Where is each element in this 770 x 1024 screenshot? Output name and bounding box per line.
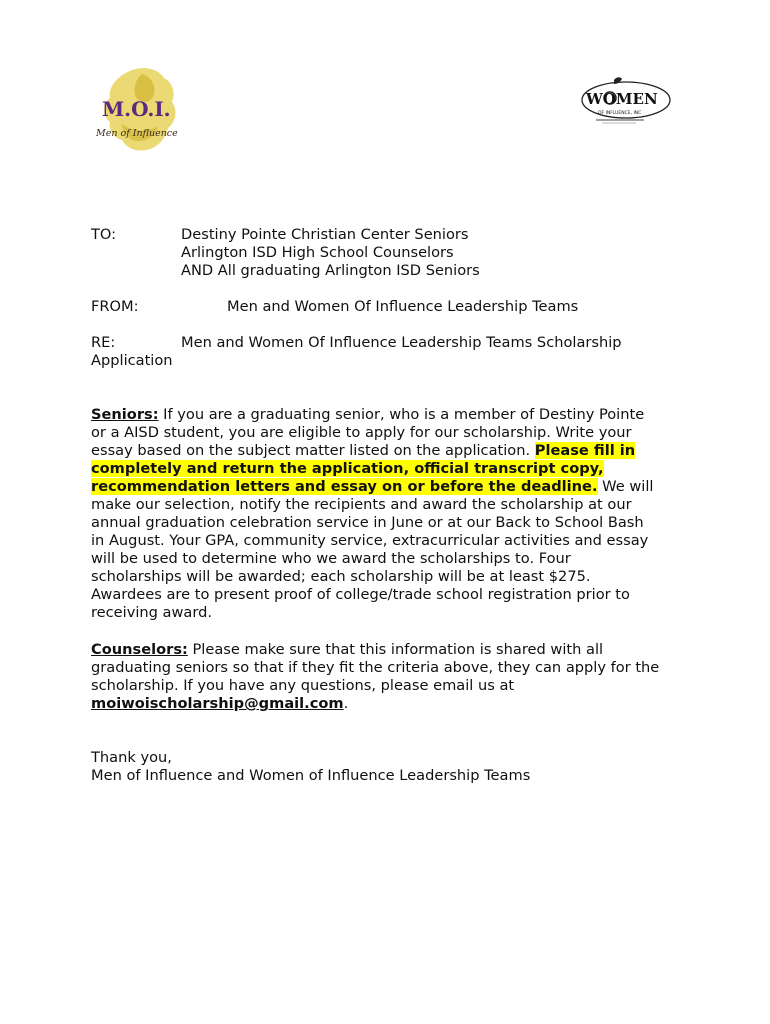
seniors-line-2: or a AISD student, you are eligible to apply for our scholarship. Write your <box>91 424 632 441</box>
from-row <box>91 298 181 316</box>
deadline-highlight-1: Please fill in <box>534 442 636 459</box>
seniors-text-5: We will <box>597 478 654 495</box>
counselors-heading: Counselors: <box>91 641 188 658</box>
women-logo-subtitle: OF INFLUENCE, INC <box>598 111 642 116</box>
seniors-line-10: scholarships will be awarded; each scholarship will be at least $275. <box>91 568 591 585</box>
women-of-influence-logo <box>580 76 674 132</box>
seniors-line-9: will be used to determine who we award the scholarships to. Four <box>91 550 571 567</box>
email-link[interactable]: moiwoischolarship@gmail.com <box>91 695 344 712</box>
seniors-paragraph <box>91 406 691 622</box>
closing <box>91 749 691 785</box>
seniors-line-3 <box>91 442 691 460</box>
seniors-line-11: Awardees are to present proof of college/trade school registration prior to <box>91 586 630 603</box>
counselors-line-4 <box>91 695 691 713</box>
to-label: TO: <box>91 226 117 243</box>
re-value-line-2: Application <box>91 352 173 369</box>
from-label: FROM: <box>91 298 139 315</box>
counselors-line-1 <box>91 641 691 659</box>
from-value: Men and Women Of Influence Leadership Teams <box>227 298 579 315</box>
moi-logo-graphic <box>92 64 188 154</box>
deadline-highlight-3: recommendation letters and essay on or before the deadline. <box>91 478 598 495</box>
email-suffix: . <box>343 695 349 712</box>
seniors-line-1 <box>91 406 691 424</box>
signature-line: Men of Influence and Women of Influence Leadership Teams <box>91 767 531 784</box>
seniors-line-5 <box>91 478 691 496</box>
to-line-3: AND All graduating Arlington ISD Seniors <box>181 262 480 279</box>
seniors-heading: Seniors: <box>91 406 159 423</box>
counselors-text-1: Please make sure that this information is shared with all <box>187 641 604 658</box>
counselors-paragraph <box>91 641 691 713</box>
seniors-line-6: make our selection, notify the recipients and award the scholarship at our <box>91 496 632 513</box>
re-label: RE: <box>91 334 116 351</box>
moi-logo-subtitle: Men of Influence <box>96 128 178 139</box>
seniors-line-12: receiving award. <box>91 604 213 621</box>
re-value-line-1: Men and Women Of Influence Leadership Teams Scholarship <box>181 334 622 351</box>
to-line-1: Destiny Pointe Christian Center Seniors <box>181 226 469 243</box>
thanks-line: Thank you, <box>91 749 172 766</box>
deadline-highlight-2: completely and return the application, official transcript copy, <box>91 460 604 477</box>
re-row <box>91 334 181 352</box>
seniors-line-8: in August. Your GPA, community service, extracurricular activities and essay <box>91 532 649 549</box>
women-logo-graphic <box>580 76 674 132</box>
to-line-2: Arlington ISD High School Counselors <box>181 244 454 261</box>
counselors-line-2: graduating seniors so that if they fit the criteria above, they can apply for the <box>91 659 660 676</box>
counselors-line-3: scholarship. If you have any questions, please email us at <box>91 677 515 694</box>
seniors-text-1: If you are a graduating senior, who is a member of Destiny Pointe <box>158 406 645 423</box>
seniors-text-3: essay based on the subject matter listed on the application. <box>91 442 535 459</box>
seniors-line-7: annual graduation celebration service in June or at our Back to School Bash <box>91 514 644 531</box>
moi-logo <box>92 64 188 154</box>
seniors-line-4 <box>91 460 691 478</box>
moi-logo-text: M.O.I. <box>102 97 171 121</box>
women-logo-text: WOMEN <box>586 90 658 108</box>
to-row <box>91 226 181 244</box>
